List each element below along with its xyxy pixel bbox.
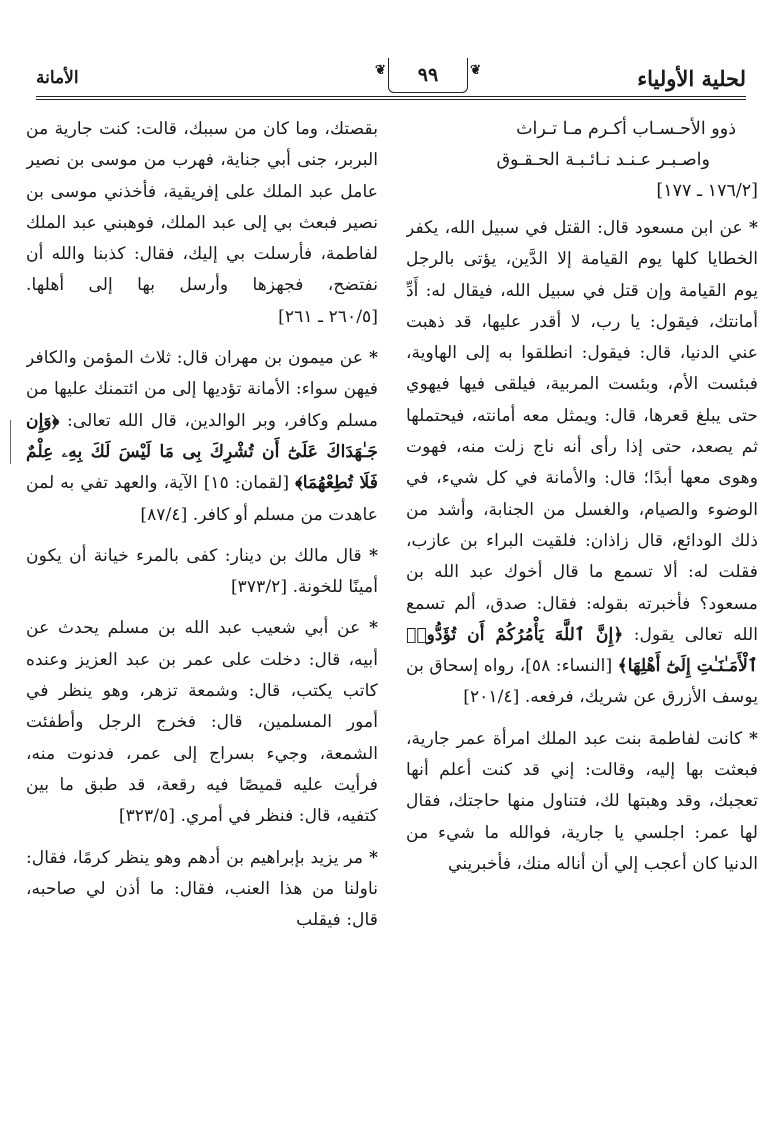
book-title: لحلية الأولياء [637, 66, 746, 91]
paragraph-text: بقصتك، وما كان من سببك، قالت: كنت جارية من البربر، جنى أبي جناية، فهرب من موسى بن نصير عامل عبد الملك على إفريقية، فأخذني موسى بن نصير فبعث بي إلى عبد الملك، فوهبني عبد الملك لفاطمة، فأرسلت بي إليك، فقال: كذبنا والله أن نفتضح، فجهزها وأرسل بها إلى أهلها. [26, 119, 378, 296]
narration-paragraph [26, 343, 378, 531]
quran-verse: ﴿إِنَّ ٱللَّهَ يَأْمُرُكُمْ أَن تُؤَدُّوا۟ ٱلْأَمَـٰنَـٰتِ إِلَىٰٓ أَهْلِهَا﴾ [406, 624, 758, 677]
poem [406, 114, 758, 207]
source-reference: [٨٧/٤] [140, 504, 188, 525]
paragraph-text: كانت لفاطمة بنت عبد الملك امرأة عمر جارية، فبعثت بها إليه، وقالت: إني قد كنت أعلم أنها تعجبك، وقد وهبتها لك، فتناول منها حاجتك، فقال لها عمر: اجلسي يا جارية، فوالله ما شيء من الدنيا كان أعجب إلي أن أناله منك، فأخبريني [406, 728, 758, 874]
page-number: ٩٩ [417, 64, 439, 86]
paragraph-text: [النساء: ٥٨]، رواه إسحاق بن يوسف الأزرق عن شريك، فرفعه. [406, 656, 758, 708]
paragraph-text: عن ابن مسعود قال: القتل في سبيل الله، يكفر الخطايا كلها يوم القيامة إلا الدَّين، يؤتى بالرجل يوم القيامة وإن قتل في سبيل الله، فيقال له: أَدِّ أمانتك، فيقول: يا رب، لا أقدر عليها، قد ذهبت عني الدنيا، قال: فيقول: انطلقوا به إلى الهاوية، فبئست الأم، وبئست المربية، فيلقى فيها فيهوي حتى يبلغ قعرها، قال: ويمثل معه أمانته، فيحتملها ثم يصعد، حتى إذا رأى أنه ناج زلت منه، فهوت وهوى معها أبدًا؛ قال: والأمانة في كل شيء، في الوضوء والصيام، والغسل من الجنابة، وأشد من ذلك الودائع، قال زاذان: فلقيت البراء بن عازب، فقلت له: ألا تسمع ما قال أخوك عبد الله بن مسعود؟ فأخبرته بقوله: فقال: صدق، ألم تسمع الله تعالى يقول: [406, 218, 758, 645]
source-reference: [٢٦٠/٥ ـ ٢٦١] [278, 306, 378, 327]
quran-verse: ﴿وَإِن جَـٰهَدَاكَ عَلَىٰٓ أَن تُشْرِكَ بِى مَا لَيْسَ لَكَ بِهِۦ عِلْمٌ فَلَا تُطِعْهُمَا﴾ [26, 410, 378, 494]
paragraph-text: [لقمان: ١٥] الآية، والعهد تفي به لمن عاهدت من مسلم أو كافر. [26, 473, 378, 525]
page-number-box [375, 58, 481, 93]
paragraph-text: مر يزيد بإبراهيم بن أدهم وهو ينظر كرمًا، فقال: ناولنا من هذا العنب، فقال: ما أذن لي صاحبه، قال: فيقلب [26, 847, 378, 931]
poem-verse: ذوو الأحـسـاب أكـرم مـا تـراث [516, 119, 736, 139]
narration-paragraph [406, 213, 758, 714]
narration-paragraph [26, 843, 378, 937]
paragraph-marker: * [369, 847, 378, 868]
paragraph-marker: * [369, 618, 378, 639]
ornament-icon: ❦ [470, 63, 481, 78]
source-reference: [٣٢٣/٥] [118, 806, 176, 827]
narration-paragraph [26, 613, 378, 832]
narration-paragraph [26, 541, 378, 604]
header-rule [36, 99, 746, 100]
source-reference: [٢٠١/٤] [463, 687, 520, 708]
left-column [26, 114, 378, 1104]
paragraph-marker: * [749, 218, 758, 238]
ornament-icon: ❦ [375, 63, 386, 78]
chapter-title: الأمانة [36, 68, 79, 88]
source-reference: [٣٧٣/٢] [230, 577, 288, 598]
narration-paragraph [406, 724, 758, 880]
poem-reference: [١٧٦/٢ ـ ١٧٧] [656, 181, 758, 201]
paragraph-text: عن أبي شعيب عبد الله بن مسلم يحدث عن أبيه، قال: دخلت على عمر بن عبد العزيز وعنده كاتب يكتب، قال: وشمعة تزهر، وهو ينظر في أمور المسلمين، قال: فخرج الرجل وأطفئت الشمعة، وجيء بسراج إلى عمر، فدنوت منه، فرأيت عليه قميصًا فيه رقعة، قد طبق ما بين كتفيه، قال: فنظر في أمري. [26, 618, 378, 827]
narration-paragraph [26, 114, 378, 333]
page-header [36, 58, 746, 98]
right-column [406, 114, 758, 1104]
paragraph-marker: * [369, 545, 378, 566]
paragraph-text: عن ميمون بن مهران قال: ثلاث المؤمن والكافر فيهن سواء: الأمانة تؤديها إلى من ائتمنك عليها من مسلم وكافر، وبر الوالدين، قال الله تعالى: [26, 348, 378, 431]
paragraph-text: قال مالك بن دينار: كفى بالمرء خيانة أن يكون أمينًا للخونة. [26, 545, 378, 598]
paragraph-marker: * [749, 728, 758, 749]
header-rule [36, 96, 746, 97]
paragraph-marker: * [369, 348, 378, 369]
poem-verse: واصـبـر عـنـد نـائـبـة الحـقـوق [496, 150, 710, 170]
margin-mark [10, 420, 11, 464]
